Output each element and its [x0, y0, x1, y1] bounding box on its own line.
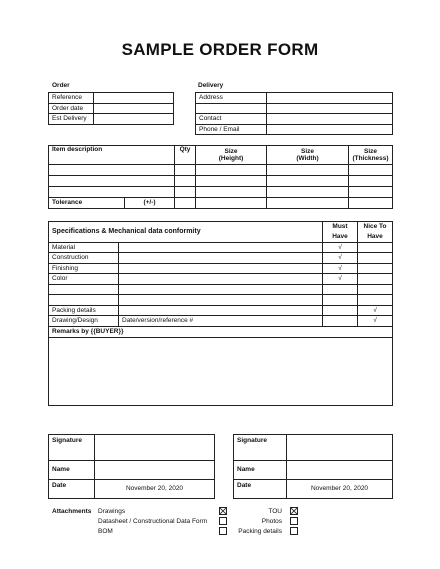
- signature-label: Signature: [234, 435, 287, 461]
- spec-value[interactable]: [119, 253, 323, 264]
- must-check[interactable]: [323, 295, 358, 306]
- items-table: [48, 145, 393, 209]
- nice-check[interactable]: [358, 284, 393, 295]
- date-field[interactable]: November 20, 2020: [95, 480, 215, 499]
- width-header: Size (Width): [267, 146, 349, 165]
- tolerance-height-field[interactable]: [196, 198, 267, 209]
- spec-value[interactable]: [119, 295, 323, 306]
- name-field[interactable]: [95, 461, 215, 480]
- name-field[interactable]: [287, 461, 393, 480]
- tou-checkbox[interactable]: [290, 507, 298, 515]
- item-row[interactable]: [49, 165, 393, 176]
- spec-value[interactable]: [119, 284, 323, 295]
- thickness-header: Size (Thickness): [349, 146, 393, 165]
- spec-label: Finishing: [49, 263, 119, 274]
- remarks-label: Remarks by {{BUYER}}: [49, 326, 393, 337]
- delivery-heading: Delivery: [198, 82, 224, 89]
- phone-email-label: Phone / Email: [196, 124, 267, 135]
- order-reference-label: Reference: [49, 93, 94, 104]
- address-label: Address: [196, 93, 267, 104]
- nice-to-have-header: Nice To Have: [358, 222, 393, 243]
- attachment-datasheet-label: Datasheet / Constructional Data Form: [98, 518, 208, 525]
- tolerance-label: Tolerance: [49, 198, 125, 209]
- nice-check[interactable]: [358, 274, 393, 285]
- height-header: Size (Height): [196, 146, 267, 165]
- spec-label: Construction: [49, 253, 119, 264]
- address-line2-label: [196, 103, 267, 114]
- attachment-drawings-label: Drawings: [98, 508, 126, 515]
- nice-check[interactable]: [358, 242, 393, 253]
- must-check[interactable]: [323, 316, 358, 327]
- spec-label: Drawing/Design: [49, 316, 119, 327]
- spec-label: [49, 284, 119, 295]
- form-title: SAMPLE ORDER FORM: [121, 40, 319, 59]
- must-check[interactable]: √: [323, 274, 358, 285]
- specs-table: [48, 221, 393, 406]
- item-row[interactable]: [49, 187, 393, 198]
- qty-header: Qty: [175, 146, 196, 165]
- spec-value[interactable]: [119, 274, 323, 285]
- order-date-field[interactable]: [94, 103, 174, 114]
- signature-block-right: [233, 434, 393, 499]
- phone-email-field[interactable]: [267, 124, 393, 135]
- name-label: Name: [234, 461, 287, 480]
- name-label: Name: [49, 461, 95, 480]
- must-check[interactable]: √: [323, 242, 358, 253]
- tolerance-thickness-field[interactable]: [349, 198, 393, 209]
- order-reference-field[interactable]: [94, 93, 174, 104]
- date-label: Date: [49, 480, 95, 499]
- attachments-label: Attachments: [52, 508, 92, 515]
- specs-heading: Specifications & Mechanical data conformity: [49, 222, 323, 243]
- must-have-header: Must Have: [323, 222, 358, 243]
- address-field[interactable]: [267, 93, 393, 104]
- must-check[interactable]: √: [323, 263, 358, 274]
- nice-check[interactable]: [358, 253, 393, 264]
- signature-field[interactable]: [287, 435, 393, 461]
- spec-label: Material: [49, 242, 119, 253]
- attachment-tou-label: TOU: [268, 508, 282, 515]
- tolerance-width-field[interactable]: [267, 198, 349, 209]
- spec-row: [49, 253, 393, 264]
- datasheet-checkbox[interactable]: [219, 517, 227, 525]
- signature-block-left: [48, 434, 215, 499]
- nice-check[interactable]: [358, 295, 393, 306]
- nice-check[interactable]: √: [358, 305, 393, 316]
- tolerance-qty-field[interactable]: [175, 198, 196, 209]
- item-row[interactable]: [49, 176, 393, 187]
- nice-check[interactable]: √: [358, 316, 393, 327]
- spec-row: [49, 274, 393, 285]
- order-table: [48, 92, 174, 125]
- spec-row: [49, 305, 393, 316]
- spec-label: Color: [49, 274, 119, 285]
- order-date-label: Order date: [49, 103, 94, 114]
- signature-label: Signature: [49, 435, 95, 461]
- spec-row: [49, 316, 393, 327]
- must-check[interactable]: [323, 284, 358, 295]
- item-description-header: Item description: [49, 146, 175, 165]
- check-x-icon: [291, 508, 297, 514]
- nice-check[interactable]: [358, 263, 393, 274]
- spec-row: [49, 242, 393, 253]
- remarks-field[interactable]: [49, 337, 393, 405]
- signature-field[interactable]: [95, 435, 215, 461]
- spec-row: [49, 295, 393, 306]
- date-label: Date: [234, 480, 287, 499]
- order-heading: Order: [52, 82, 70, 89]
- spec-row: [49, 263, 393, 274]
- attachment-packing-label: Packing details: [238, 528, 282, 535]
- spec-value[interactable]: [119, 305, 323, 316]
- spec-value[interactable]: [119, 242, 323, 253]
- spec-row: [49, 284, 393, 295]
- est-delivery-field[interactable]: [94, 114, 174, 125]
- est-delivery-label: Est Delivery: [49, 114, 94, 125]
- date-field[interactable]: November 20, 2020: [287, 480, 393, 499]
- check-x-icon: [220, 508, 226, 514]
- spec-value[interactable]: [119, 263, 323, 274]
- contact-label: Contact: [196, 114, 267, 125]
- drawings-checkbox[interactable]: [219, 507, 227, 515]
- contact-field[interactable]: [267, 114, 393, 125]
- packing-details-checkbox[interactable]: [290, 527, 298, 535]
- spec-label: [49, 295, 119, 306]
- must-check[interactable]: [323, 305, 358, 316]
- must-check[interactable]: √: [323, 253, 358, 264]
- photos-checkbox[interactable]: [290, 517, 298, 525]
- address-line2-field[interactable]: [267, 103, 393, 114]
- spec-value[interactable]: Date/version/reference #: [119, 316, 323, 327]
- delivery-table: [195, 92, 393, 135]
- attachment-photos-label: Photos: [261, 518, 282, 525]
- spec-label: Packing details: [49, 305, 119, 316]
- attachment-bom-label: BOM: [98, 528, 113, 535]
- tolerance-sign: (+/-): [125, 198, 175, 209]
